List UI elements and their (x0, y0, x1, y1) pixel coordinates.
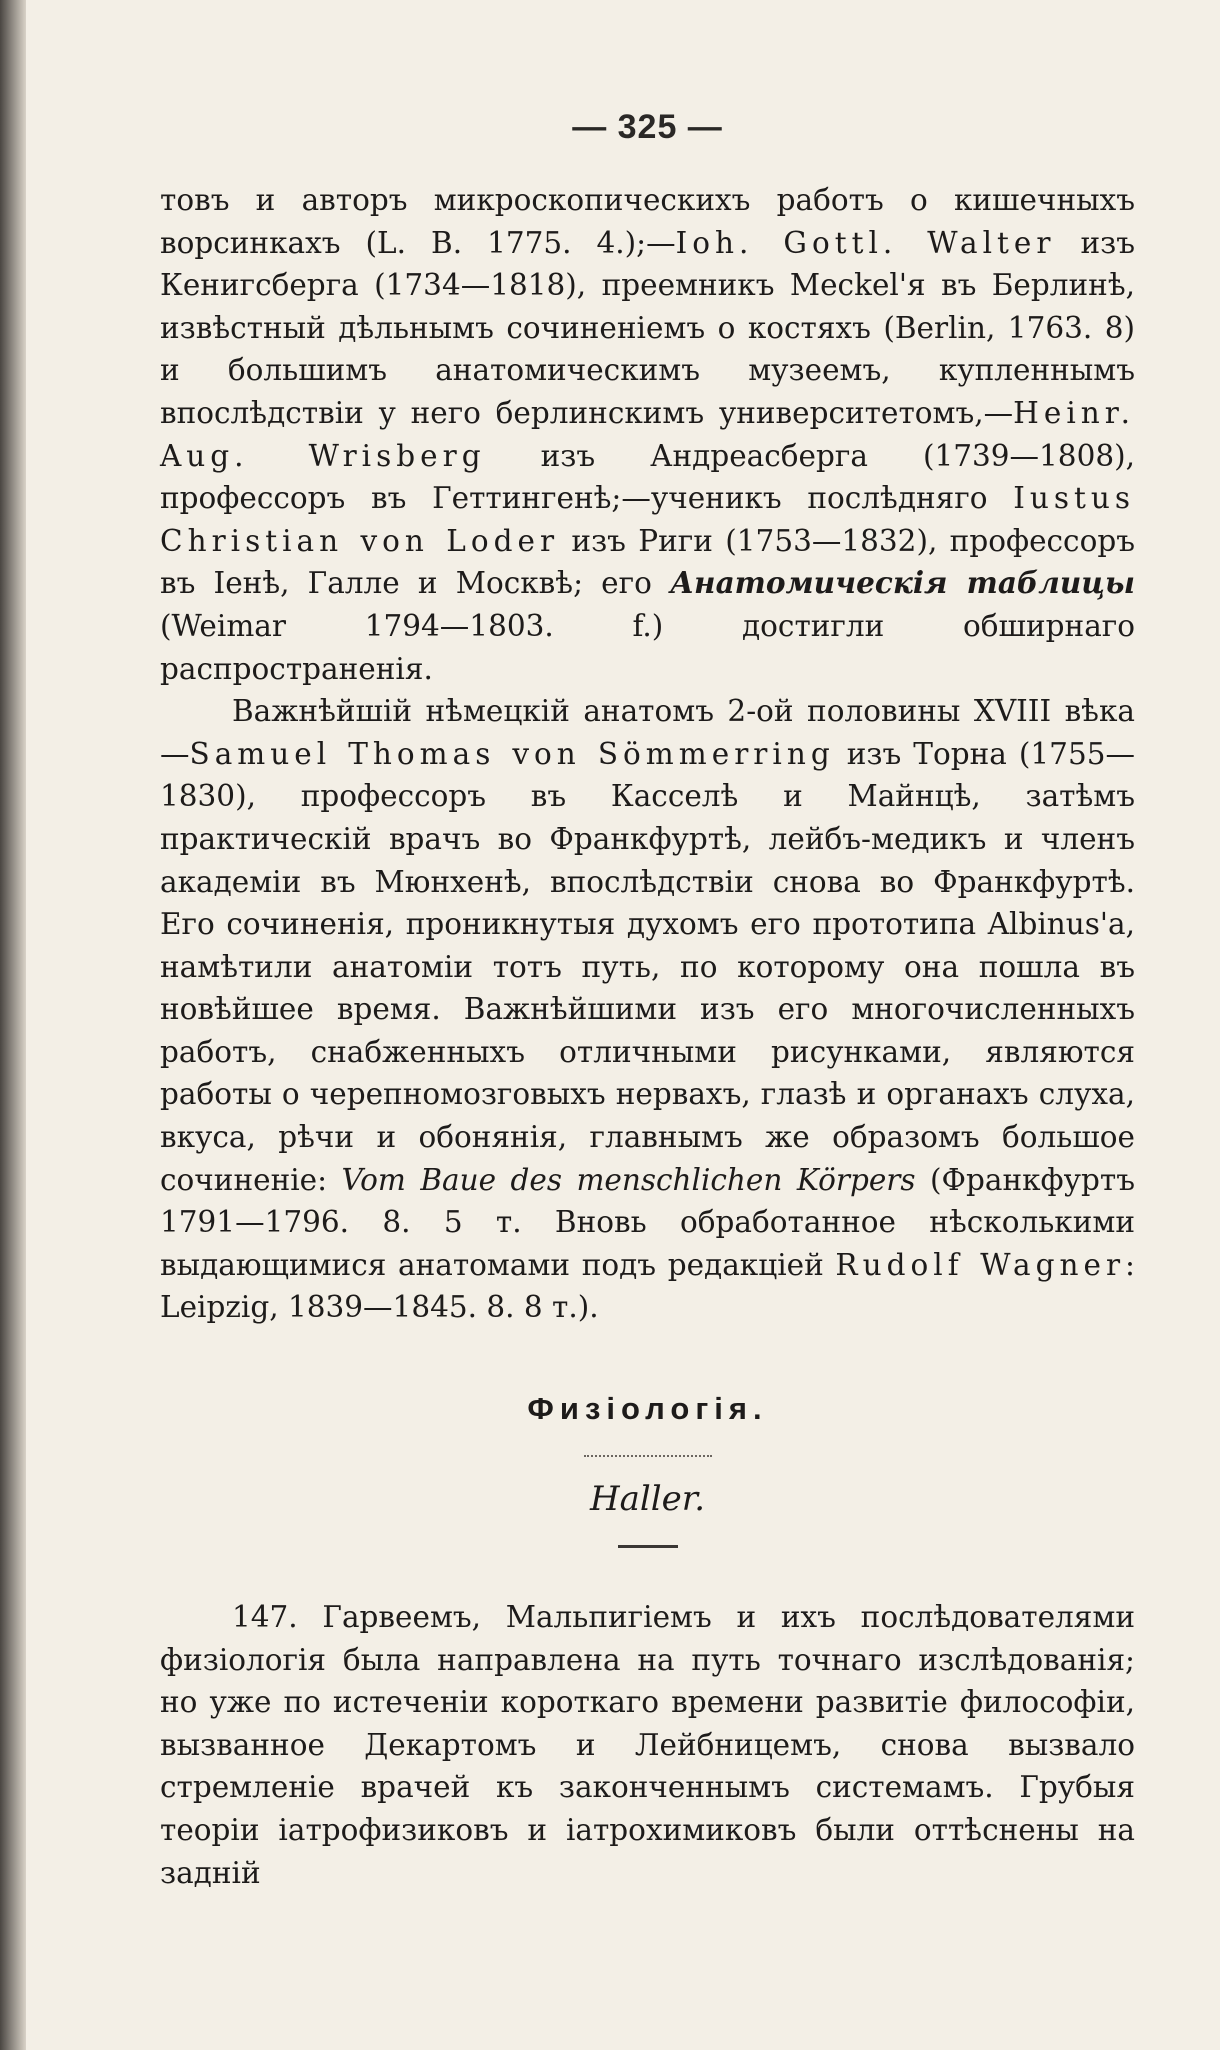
subsection-divider (618, 1545, 678, 1548)
para2-text-2: изъ Торна (1755—1830), профессоръ въ Касселѣ и Майнцѣ, затѣмъ практическій врачъ во Франкфуртѣ, лейбъ-медикъ и членъ академіи въ Мюнхенѣ, впослѣдствіи снова во Франкфуртѣ. Его сочиненія, проникнутыя духомъ его прототипа Albinus'а, намѣтили анатоміи тотъ путь, по которому она пошла въ новѣйшее время. Важнѣйшими изъ его многочисленныхъ работъ, снабженныхъ отличными рисунками, являются работы о черепномозговыхъ нервахъ, глазѣ и органахъ слуха, вкуса, рѣчи и обонянія, главнымъ же образомъ большое сочиненіе: (160, 736, 1135, 1197)
subsection-title-haller: Haller. (589, 1479, 706, 1520)
para1-text-4: изъ Риги (1753—1832), профессоръ въ Іенѣ, Галле и Москвѣ; его (160, 523, 1135, 601)
para2-text-1: Важнѣйшій нѣмецкій анатомъ 2-ой половины XVIII вѣка— (160, 694, 1135, 771)
para1-text-5: (Weimar 1794—1803. f.) достигли обширнаго распространенія. (160, 608, 1135, 686)
name-loder: Iustus Christian von Loder (160, 481, 1135, 558)
book-page (160, 108, 1135, 1894)
section-title-physiology: Физіологія. (527, 1391, 768, 1427)
section-divider-dotted (584, 1455, 712, 1457)
para1-text-1: товъ и авторъ микроскопическихъ работъ о кишечныхъ ворсинкахъ (L. B. 1775. 4.);— (160, 183, 1135, 260)
page-number: — 325 — (572, 108, 723, 146)
para2-text-4: : Leipzig, 1839—1845. 8. 8 т.). (160, 1247, 1135, 1325)
para1-text-2: изъ Кенигсберга (1734—1818), преемникъ Meckel'я въ Берлинѣ, извѣстный дѣльнымъ сочиненіемъ о костяхъ (Berlin, 1763. 8) и большимъ анатомическимъ музеемъ, купленнымъ впослѣдствіи у него берлинскимъ университетомъ,— (160, 225, 1135, 430)
name-wrisberg: Heinr. Aug. Wrisberg (160, 395, 1135, 473)
name-walter: Ioh. Gottl. Walter (675, 225, 1056, 260)
paragraph-soemmerring (160, 690, 1135, 1329)
title-anatomical-tables: Анатомическія таблицы (670, 565, 1135, 601)
para2-text-3: (Франкфуртъ 1791—1796. 8. 5 т. Вновь обработанное нѣсколькими выдающимися анатомами подъ редакціей (160, 1162, 1135, 1282)
title-vom-baue: Vom Baue des menschlichen Körpers (341, 1162, 916, 1197)
book-binding-edge (0, 0, 26, 2050)
paragraph-anatomists-continued (160, 179, 1135, 690)
paragraph-147: 147. Гарвеемъ, Мальпигіемъ и ихъ послѣдователями физіологія была направлена на путь точнаго изслѣдованія; но уже по истеченіи короткаго времени развитіе философіи, вызванное Декартомъ и Лейбницемъ, снова вызвало стремленіе врачей къ законченнымъ системамъ. Грубыя теоріи іатрофизиковъ и іатрохимиковъ были оттѣснены на задній (160, 1600, 1135, 1890)
para1-text-3: изъ Андреасберга (1739—1808), профессоръ въ Геттингенѣ;—ученикъ послѣдняго (160, 438, 1135, 516)
name-wagner: Rudolf Wagner (835, 1247, 1126, 1282)
name-soemmerring: Samuel Thomas von Sömmerring (189, 736, 835, 771)
